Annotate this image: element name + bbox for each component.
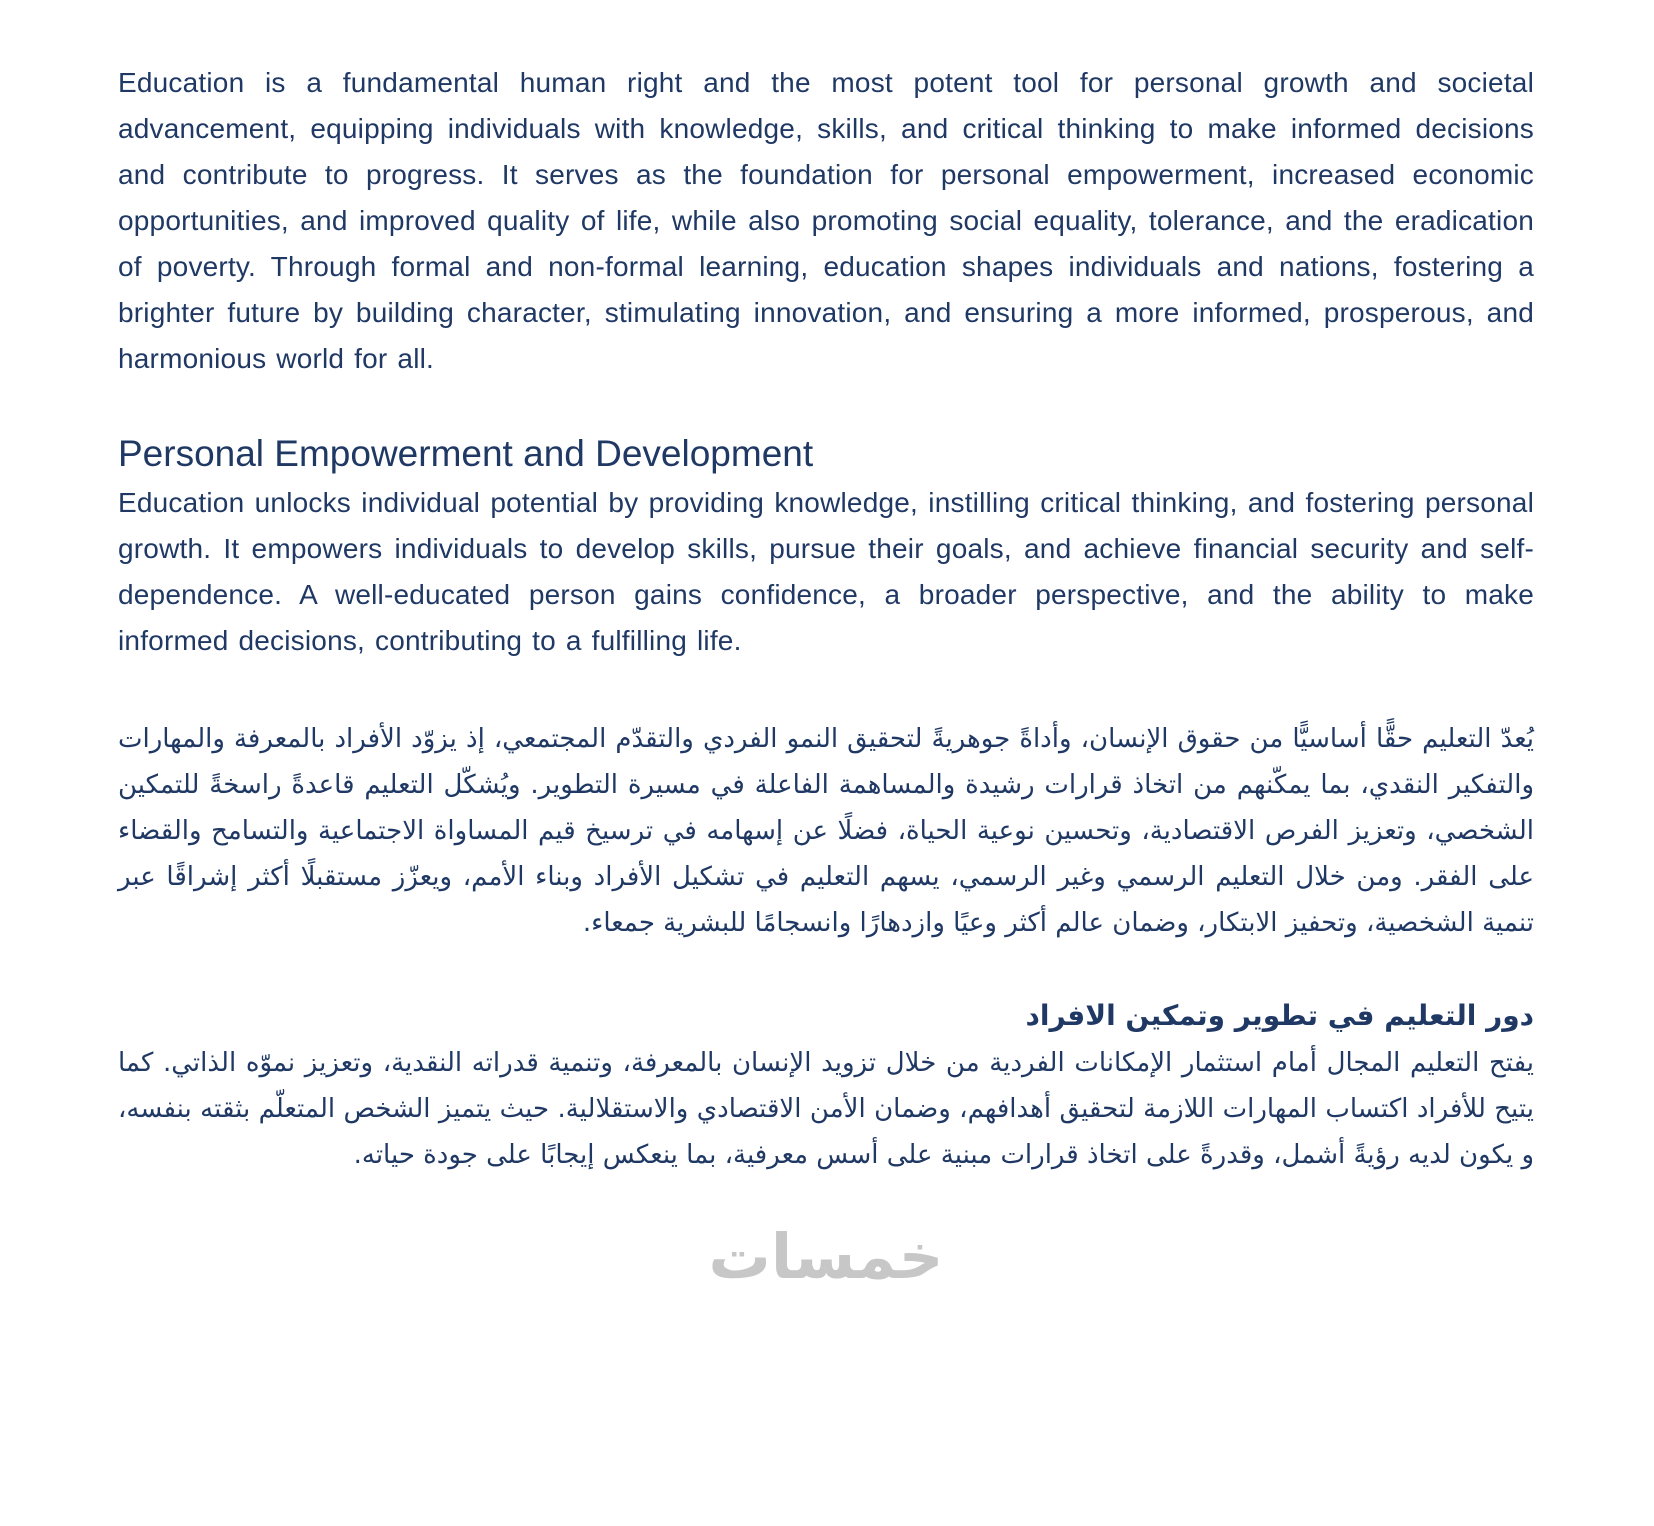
intro-paragraph-arabic: يُعدّ التعليم حقًّا أساسيًّا من حقوق الإنسان، وأداةً جوهريةً لتحقيق النمو الفردي والتقدّم المجتمعي، إذ يزوّد الأفراد بالمعرفة والمهارات والتفكير النقدي، بما يمكّنهم من اتخاذ قرارات رشيدة والمساهمة الفاعلة في مسيرة التطوير. ويُشكّل التعليم قاعدةً راسخةً للتمكين الشخصي، وتعزيز الفرص الاقتصادية، وتحسين نوعية الحياة، فضلًا عن إسهامه في ترسيخ قيم المساواة الاجتماعية والتسامح والقضاء على الفقر. ومن خلال التعليم الرسمي وغير الرسمي، يسهم التعليم في تشكيل الأفراد وبناء الأمم، ويعزّز مستقبلًا أكثر إشراقًا عبر تنمية الشخصية، وتحفيز الابتكار، وضمان عالم أكثر وعيًا وازدهارًا وانسجامًا للبشرية جمعاء. (118, 724, 1534, 938)
khamsat-watermark-logo: خمسات (708, 1220, 944, 1293)
section-paragraph-arabic: يفتح التعليم المجال أمام استثمار الإمكانات الفردية من خلال تزويد الإنسان بالمعرفة، وتنمية قدراته النقدية، وتعزيز نموّه الذاتي. كما يتيح للأفراد اكتساب المهارات اللازمة لتحقيق أهدافهم، وضمان الأمن الاقتصادي والاستقلالية. حيث يتميز الشخص المتعلّم بثقته بنفسه، و يكون لديه رؤيةً أشمل، وقدرةً على اتخاذ قرارات مبنية على أسس معرفية، بما ينعكس إيجابًا على جودة حياته. (118, 1048, 1534, 1170)
intro-paragraph-english: Education is a fundamental human right and the most potent tool for personal growth and societal advancement, equipping individuals with knowledge, skills, and critical thinking to make informed decisions and contribute to progress. It serves as the foundation for personal empowerment, increased economic opportunities, and improved quality of life, while also promoting social equality, tolerance, and the eradication of poverty. Through formal and non-formal learning, education shapes individuals and nations, fostering a brighter future by building character, stimulating innovation, and ensuring a more informed, prosperous, and harmonious world for all. (118, 67, 1534, 374)
section-paragraph-english: Education unlocks individual potential by providing knowledge, instilling critical thinking, and fostering personal growth. It empowers individuals to develop skills, pursue their goals, and achieve financial security and self-dependence. A well-educated person gains confidence, a broader perspective, and the ability to make informed decisions, contributing to a fulfilling life. (118, 487, 1534, 656)
section-heading-arabic: دور التعليم في تطوير وتمكين الافراد (1025, 999, 1534, 1032)
section-heading-english: Personal Empowerment and Development (118, 433, 814, 474)
